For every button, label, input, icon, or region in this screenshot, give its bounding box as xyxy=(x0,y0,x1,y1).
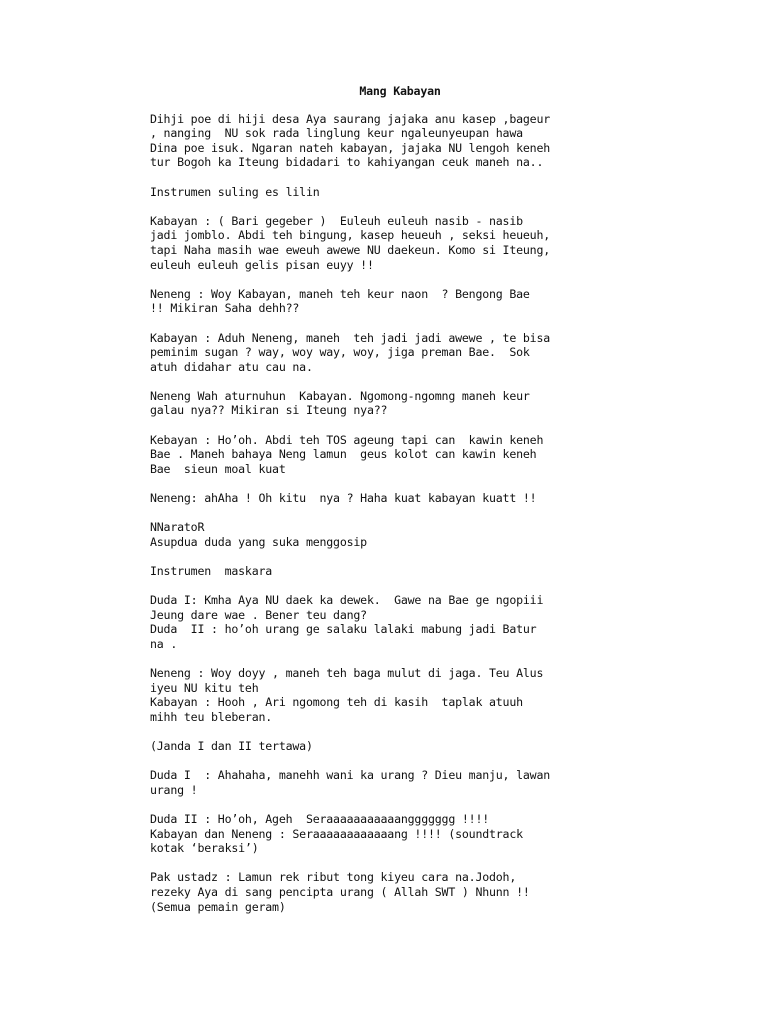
paragraph-line: tur Bogoh ka Iteung bidadari to kahiyangan ceuk maneh na.. xyxy=(150,155,544,170)
script-paragraph xyxy=(150,185,630,200)
paragraph-line: Neneng Wah aturnuhun Kabayan. Ngomong-ngomng maneh keur xyxy=(150,388,530,403)
script-paragraph xyxy=(150,593,630,651)
paragraph-line: Bae . Maneh bahaya Neng lamun geus kolot can kawin keneh xyxy=(150,447,537,462)
paragraph-line: tapi Naha masih wae eweuh awewe NU daekeun. Komo si Iteung, xyxy=(150,242,551,257)
paragraph-line: kotak ‘beraksi’) xyxy=(150,841,259,856)
paragraph-line: Asupdua duda yang suka menggosip xyxy=(150,534,367,549)
paragraph-line: galau nya?? Mikiran si Iteung nya?? xyxy=(150,403,388,418)
script-paragraph xyxy=(150,520,630,549)
paragraph-line: rezeky Aya di sang pencipta urang ( Allah SWT ) Nhunn !! xyxy=(150,885,530,900)
document-body xyxy=(150,112,630,915)
script-paragraph xyxy=(150,389,630,418)
paragraph-line: (Semua pemain geram) xyxy=(150,899,286,914)
paragraph-line: iyeu NU kitu teh xyxy=(150,680,259,695)
paragraph-line: atuh didahar atu cau na. xyxy=(150,359,313,374)
paragraph-line: Duda I: Kmha Aya NU daek ka dewek. Gawe na Bae ge ngopiii xyxy=(150,593,544,608)
script-paragraph xyxy=(150,331,630,375)
script-page xyxy=(150,84,630,929)
paragraph-line: Pak ustadz : Lamun rek ribut tong kiyeu cara na.Jodoh, xyxy=(150,870,517,885)
paragraph-line: , nanging NU sok rada linglung keur ngaleunyeupan hawa xyxy=(150,126,523,141)
paragraph-line: Neneng : Woy Kabayan, maneh teh keur naon ? Bengong Bae xyxy=(150,286,530,301)
paragraph-line: Dina poe isuk. Ngaran nateh kabayan, jajaka NU lengoh keneh xyxy=(150,140,551,155)
paragraph-line: Kebayan : Ho’oh. Abdi teh TOS ageung tapi can kawin keneh xyxy=(150,432,544,447)
script-paragraph xyxy=(150,812,630,856)
script-paragraph xyxy=(150,112,630,170)
paragraph-line: (Janda I dan II tertawa) xyxy=(150,739,313,754)
paragraph-line: Instrumen maskara xyxy=(150,564,273,578)
paragraph-line: Jeung dare wae . Bener teu dang? xyxy=(150,607,367,622)
paragraph-line: Duda II : Ho’oh, Ageh Seraaaaaaaaaaanggggggg !!!! xyxy=(150,812,490,827)
paragraph-line: Kabayan : ( Bari gegeber ) Euleuh euleuh nasib - nasib xyxy=(150,213,523,228)
paragraph-line: Bae sieun moal kuat xyxy=(150,461,286,476)
script-paragraph xyxy=(150,491,630,506)
script-paragraph xyxy=(150,870,630,914)
paragraph-line: !! Mikiran Saha dehh?? xyxy=(150,301,300,316)
paragraph-line: na . xyxy=(150,636,178,651)
script-paragraph xyxy=(150,666,630,724)
paragraph-line: jadi jomblo. Abdi teh bingung, kasep heueuh , seksi heueuh, xyxy=(150,228,551,243)
paragraph-line: urang ! xyxy=(150,782,198,797)
paragraph-line: mihh teu bleberan. xyxy=(150,709,273,724)
paragraph-line: Kabayan : Aduh Neneng, maneh teh jadi jadi awewe , te bisa xyxy=(150,330,551,345)
script-paragraph xyxy=(150,739,630,754)
paragraph-line: Neneng: ahAha ! Oh kitu nya ? Haha kuat kabayan kuatt !! xyxy=(150,491,537,506)
paragraph-line: Instrumen suling es lilin xyxy=(150,184,320,199)
paragraph-line: Duda I : Ahahaha, manehh wani ka urang ? Dieu manju, lawan xyxy=(150,768,551,783)
paragraph-line: Neneng : Woy doyy , maneh teh baga mulut di jaga. Teu Alus xyxy=(150,666,544,681)
paragraph-line: Kabayan dan Neneng : Seraaaaaaaaaaaang !!!! (soundtrack xyxy=(150,826,523,841)
paragraph-line: Duda II : ho’oh urang ge salaku lalaki mabung jadi Batur xyxy=(150,622,537,637)
script-paragraph xyxy=(150,564,630,579)
paragraph-line: Kabayan : Hooh , Ari ngomong teh di kasih taplak atuuh xyxy=(150,695,523,710)
paragraph-line: Dihji poe di hiji desa Aya saurang jajaka anu kasep ,bageur xyxy=(150,111,551,126)
paragraph-line: NNaratoR xyxy=(150,520,205,535)
paragraph-line: euleuh euleuh gelis pisan euyy !! xyxy=(150,257,374,272)
script-paragraph xyxy=(150,287,630,316)
script-paragraph xyxy=(150,214,630,272)
document-title: Mang Kabayan xyxy=(359,84,441,98)
script-paragraph xyxy=(150,433,630,477)
script-paragraph xyxy=(150,768,630,797)
paragraph-line: peminim sugan ? way, woy way, woy, jiga preman Bae. Sok xyxy=(150,345,530,360)
